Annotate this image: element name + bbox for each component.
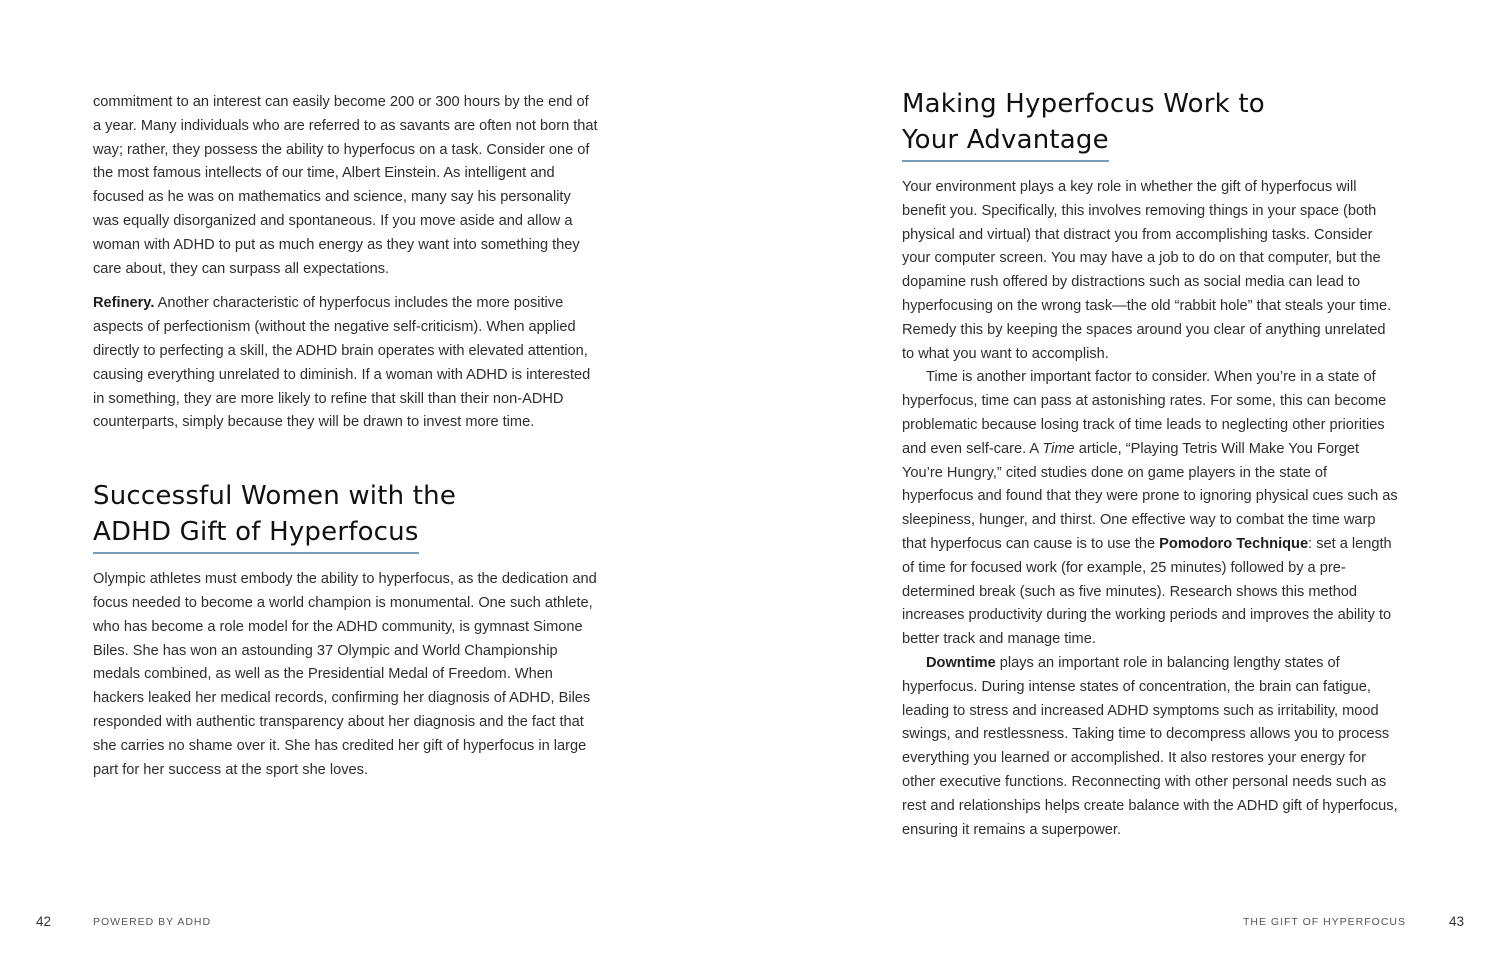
environment-paragraph: Your environment plays a key role in whether the gift of hyperfocus will benefit you. Specifically, this involves removing things in your space (both physical and virtual) that distract you from accomplishing tasks. Consider your computer screen. You may have a job to do on that computer, but the dopamine rush offered by distractions such as social media can lead to hyperfocusing on the wrong task—the old “rabbit hole” that steals your time. Remedy this by keeping the spaces around you clear of anything unrelated to what you want to accomplish. [902,179,1392,362]
heading-line-2: Your Advantage [902,122,1109,162]
downtime-text: plays an important role in balancing lengthy states of hyperfocus. During intense states of concentration, the brain can fatigue, leading to stress and increased ADHD symptoms such as irritability, mood swings, and restlessness. Taking time to decompress allows you to process everything you learned or accomplished. It also restores your energy for other executive functions. Reconnecting with other personal needs such as rest and relationships helps create balance with the ADHD gift of hyperfocus, ensuring it remains a superpower. [902,654,1398,838]
heading-line-1: Making Hyperfocus Work to [902,89,1265,119]
right-text-column [902,86,1400,842]
section-heading-making-hyperfocus [902,86,1400,162]
right-page [750,0,1500,964]
heading-line-1: Successful Women with the [93,481,457,512]
refinery-text: Another characteristic of hyperfocus includes the more positive aspects of perfectionism (without the negative self-criticism). When applied directly to perfecting a skill, the ADHD brain operates with elevated attention, causing everything unrelated to diminish. If a woman with ADHD is interested in something, they are more likely to refine that skill than their non-ADHD counterparts, simply because they will be drawn to invest more time. [93,295,591,431]
time-text-1: Time is another important factor to consider. When you’re in a state of hyperfocus, time can pass at astonishing rates. For some, this can become problematic because losing track of time leads to neglecting other priorities and even self-care. A [902,369,1387,457]
body-paragraph: commitment to an interest can easily become 200 or 300 hours by the end of a year. Many individuals who are referred to as savants are often not born that way; rather, they possess the ability to hyperfocus on a task. Consider one of the most famous intellects of our time, Albert Einstein. As intelligent and focused as he was on mathematics and science, many say his personality was equally disorganized and spontaneous. If you move aside and allow a woman with ADHD to put as much energy as they want into something they care about, they can surpass all expectations. [93,94,598,277]
time-magazine-title: Time [1042,440,1075,457]
refinery-paragraph [93,292,599,435]
section-heading-successful-women [93,478,599,554]
page-number-left: 42 [36,914,52,929]
left-text-column [93,91,599,782]
page-number-right: 43 [1448,914,1464,929]
running-footer-right: THE GIFT OF HYPERFOCUS [1243,916,1406,928]
downtime-paragraph [902,652,1400,842]
pomodoro-term: Pomodoro Technique [1159,535,1309,552]
section-paragraph-biles: Olympic athletes must embody the ability to hyperfocus, as the dedication and focus needed to become a world champion is monumental. One such athlete, who has become a role model for the ADHD community, is gymnast Simone Biles. She has won an astounding 37 Olympic and World Championship medals combined, as well as the Presidential Medal of Freedom. When hackers leaked her medical records, confirming her diagnosis of ADHD, Biles responded with authentic transparency about her diagnosis and the fact that she carries no shame over it. She has credited her gift of hyperfocus in large part for her success at the sport she loves. [93,571,597,778]
time-text-2: article, “Playing Tetris Will Make You Forget You’re Hungry,” cited studies done on game players in the state of hyperfocus and found that they were prone to ignoring physical cues such as sleepiness, hunger, and thirst. One effective way to combat the time warp that hyperfocus can cause is to use the [902,440,1398,552]
heading-line-2: ADHD Gift of Hyperfocus [93,514,419,554]
running-footer-left: POWERED BY ADHD [93,916,212,928]
time-paragraph [902,366,1400,652]
time-text-3: : set a length of time for focused work (for example, 25 minutes) followed by a pre-determined break (such as five minutes). Research shows this method increases productivity during the working periods and improves the ability to better track and manage time. [902,535,1392,648]
refinery-term: Refinery. [93,295,155,312]
downtime-term: Downtime [926,654,996,671]
